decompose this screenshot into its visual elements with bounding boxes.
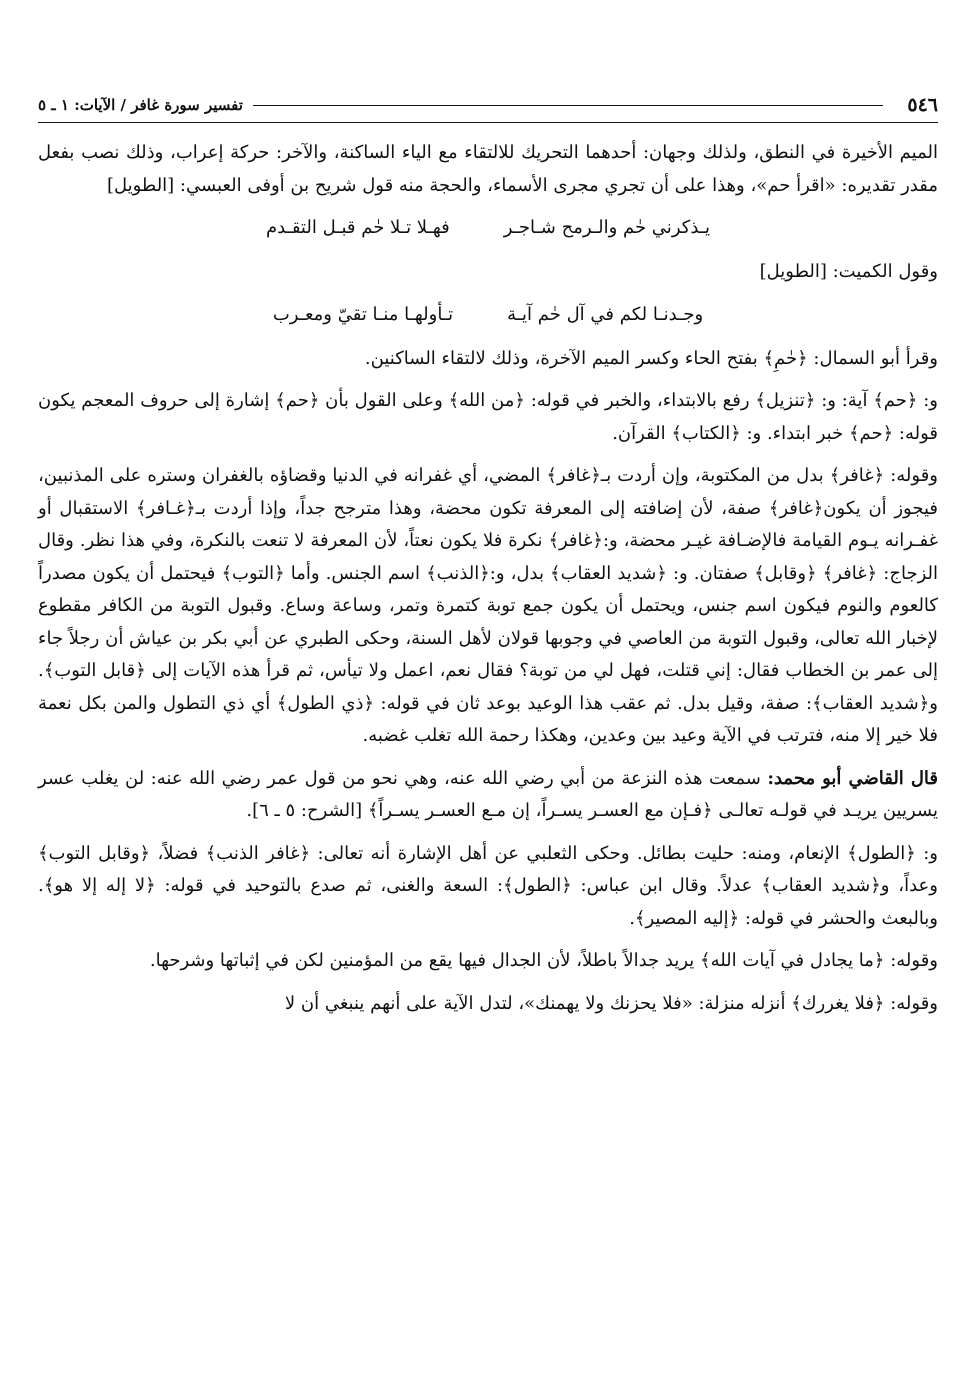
running-title: تفسير سورة غافر / الآيات: ١ ـ ٥ (38, 96, 243, 114)
paragraph-3: وقرأ أبو السمال: ﴿حٰمِ﴾ بفتح الحاء وكسر الميم الآخرة، وذلك لالتقاء الساكنين. (364, 347, 938, 369)
verse-2-second-hemistich: تـأولهـا منـا تقيّ ومعـرب (272, 303, 454, 325)
header-rule (253, 105, 883, 106)
paragraph-6-lead: قال القاضي أبو محمد: (767, 767, 938, 789)
paragraph-6-body: سمعت هذه النزعة من أبي رضي الله عنه، وهي نحو من قول عمر رضي الله عنه: لن يغلب عسر يسريين يريـد في قولـه تعالـى ﴿فـإن مع العسـر يسـراً، إن مـع العسـر يسـراً﴾ [الشرح: ٥ ـ ٦]. (38, 767, 938, 821)
page-header (38, 88, 938, 123)
paragraph-5: وقوله: ﴿غافر﴾ بدل من المكتوبة، وإن أردت بـ﴿غافر﴾ المضي، أي غفرانه في الدنيا وقضاؤه بالغفران وستره على المذنبين، فيجوز أن يكون﴿غافر﴾ صفة، لأن إضافته إلى المعرفة تكون محضة، وهذا مترجح جداً، وإذا أردت بـ﴿غـافر﴾ الاستقبال أو غفـرانه يـوم القيامة فالإضـافة غيـر محضة، و:﴿غافر﴾ نكرة فلا يكون نعتاً، لأن المعرفة لا تنعت بالنكرة، وفي هذا نظر. وقال الزجاج: ﴿غافر﴾ ﴿وقابل﴾ صفتان. و: ﴿شديد العقاب﴾ بدل، و:﴿الذنب﴾ اسم الجنس. وأما ﴿التوب﴾ فيحتمل أن يكون مصدراً كالعوم والنوم فيكون اسم جنس، ويحتمل أن يكون جمع توبة كتمرة وتمر، وساعة وساع. وقبول التوبة من الكافر مقطوع لإخبار الله تعالى، وقبول التوبة من العاصي في وجوبها قولان لأهل السنة، وحكى الطبري عن أبي بكر بن عياش أن رجلاً جاء إلى عمر بن الخطاب فقال: إني قتلت، فهل لي من توبة؟ فقال نعم، اعمل ولا تيأس، ثم قرأ هذه الآيات إلى ﴿قابل التوب﴾. و﴿شديد العقاب﴾: صفة، وقيل بدل. ثم عقب هذا الوعيد بوعد ثان في قوله: ﴿ذي الطول﴾ أي ذي التطول والمن بكل نعمة فلا خير إلا منه، فترتب في الآية وعيد بين وعدين، وهكذا رحمة الله تغلب غضبه. (38, 465, 938, 746)
verse-2-first-hemistich: وجـدنـا لكم في آل حٰم آيـة (507, 303, 704, 325)
paragraph-1: الميم الأخيرة في النطق، ولذلك وجهان: أحدهما التحريك للالتقاء مع الياء الساكنة، والآخر: حركة إعراب، وذلك نصب بفعل مقدر تقديره: «اقرأ حم»، وهذا على أن تجري مجرى الأسماء، والحجة منه قول شريح بن أوفى العبسي: [الطويل] (38, 142, 938, 196)
paragraph-8: وقوله: ﴿ما يجادل في آيات الله﴾ يريد جدالاً باطلاً، لأن الجدال فيها يقع من المؤمنين لكن في إثباتها وشرحها. (149, 950, 938, 971)
paragraph-4: و: ﴿حم﴾ آية: و: ﴿تنزيل﴾ رفع بالابتداء، والخبر في قوله: ﴿من الله﴾ وعلى القول بأن ﴿حم﴾ إشارة إلى حروف المعجم يكون قوله: ﴿حم﴾ خبر ابتداء. و: ﴿الكتاب﴾ القرآن. (38, 390, 938, 444)
paragraph-6 (38, 763, 938, 828)
poetry-verse-1 (38, 212, 938, 244)
poetry-verse-2 (38, 299, 938, 331)
paragraph-2: وقول الكميت: [الطويل] (759, 261, 938, 282)
verse-1-second-hemistich: فهـلا تـلا حٰم قبـل التقـدم (265, 217, 450, 238)
page-number: ٥٤٦ (907, 94, 938, 116)
verse-1-first-hemistich: يـذكرني حٰم والـرمح شـاجـر (503, 217, 711, 238)
paragraph-7: و: ﴿الطول﴾ الإنعام، ومنه: حليت بطائل. وحكى الثعلبي عن أهل الإشارة أنه تعالى: ﴿غافر الذنب﴾ فضلاً، ﴿وقابل التوب﴾ وعداً، و﴿شديد العقاب﴾ عدلاً. وقال ابن عباس: ﴿الطول﴾: السعة والغنى، ثم صدع بالتوحيد في قوله: ﴿لا إله إلا هو﴾. وبالبعث والحشر في قوله: ﴿إليه المصير﴾. (38, 842, 938, 929)
paragraph-9: وقوله: ﴿فلا يغررك﴾ أنزله منزلة: «فلا يحزنك ولا يهمنك»، لتدل الآية على أنهم ينبغي أن لا (284, 992, 938, 1014)
